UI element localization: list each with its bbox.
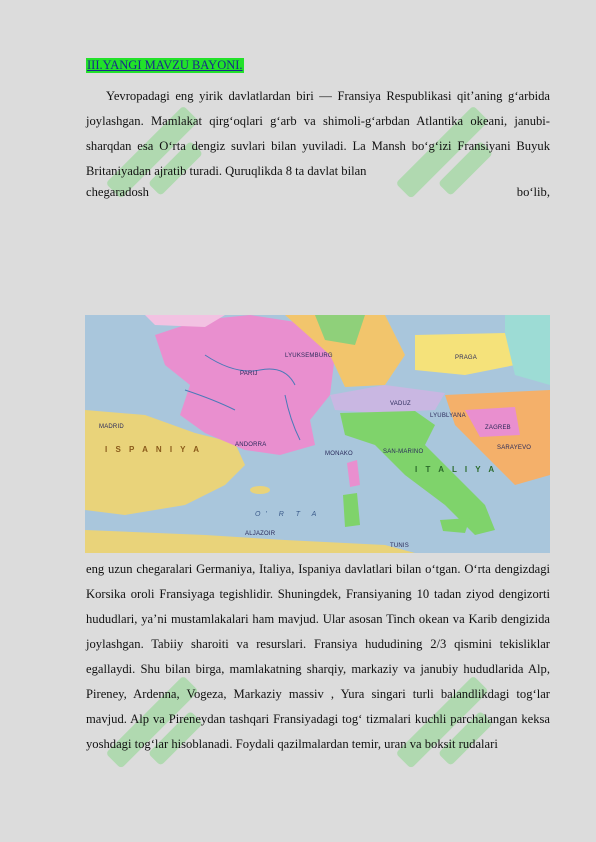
map-label-zagreb: ZAGREB [485, 425, 511, 431]
map-label-sea: O' R T A [255, 511, 322, 518]
map-label-italiya: I T A L I Y A [415, 465, 498, 474]
map-label-monako: MONAKO [325, 451, 353, 457]
paragraph-intro: Yevropadagi eng yirik davlatlardan biri — Fransiya Respublikasi qit’aning g‘arbida joylashgan. Mamlakat qirg‘oqlari g‘arb va shimoli-g‘arbdan Atlantika okeani, janubi-sharqdan esa O‘rta dengiz suvlari bilan yuviladi. La Mansh bo‘g‘izi Fransiyani Buyuk Britaniyadan ajratib turadi. Quruqlikda 8 ta davlat bilan [86, 89, 550, 178]
section-heading: III.YANGI MAVZU BAYONI. [87, 58, 243, 72]
map-label-lyuksemburg: LYUKSEMBURG [285, 353, 333, 359]
map-label-san-marino: SAN-MARINO [383, 449, 424, 455]
map-label-vaduz: VADUZ [390, 401, 411, 407]
map-label-lyublyana: LYUBLYANA [430, 413, 466, 419]
map-label-sarayevo: SARAYEVO [497, 445, 532, 451]
map-label-tunis: TUNIS [390, 543, 409, 549]
map-label-praga: PRAGA [455, 355, 478, 361]
map-label-jazoir: ALJAZOIR [245, 531, 276, 537]
paragraph-continuation: eng uzun chegaralari Germaniya, Italiya, Ispaniya davlatlari bilan o‘tgan. O‘rta dengizdagi Korsika oroli Fransiyaga tegishlidir. Shuningdek, Fransiyaning 10 tadan ziyod dengizorti hududlari, ya’ni mustamlakalari ham mavjud. Ular asosan Tinch okean va Karib dengizida joylashgan. Tabiiy sharoiti va resurslari. Fransiya hududining 2/3 qismini tekisliklar egallaydi. Shu bilan birga, mamlakatning sharqiy, markaziy va janubiy hududlarida Alp, Pireney, Ardenna, Vogeza, Markaziy massiv , Yura singari turli balandlikdagi tog‘lar mavjud. Alp va Pireneydan tashqari Fransiyadagi tog‘ tizmalari kuchli parchalangan keksa yoshdagi tog‘lar hisoblanadi. Foydali qazilmalardan temir, uran va boksit rudalari [86, 562, 550, 751]
map-label-andorra: ANDORRA [235, 442, 267, 448]
map-label-paris: PARIJ [240, 371, 258, 377]
map-label-ispaniya: I S P A N I Y A [105, 445, 203, 454]
tail-left-word: chegaradosh [86, 185, 149, 199]
tail-right-word: bo‘lib, [516, 185, 550, 199]
europe-map-image [85, 315, 550, 553]
paragraph-intro-tail [86, 180, 550, 205]
map-label-madrid: MADRID [99, 424, 124, 430]
